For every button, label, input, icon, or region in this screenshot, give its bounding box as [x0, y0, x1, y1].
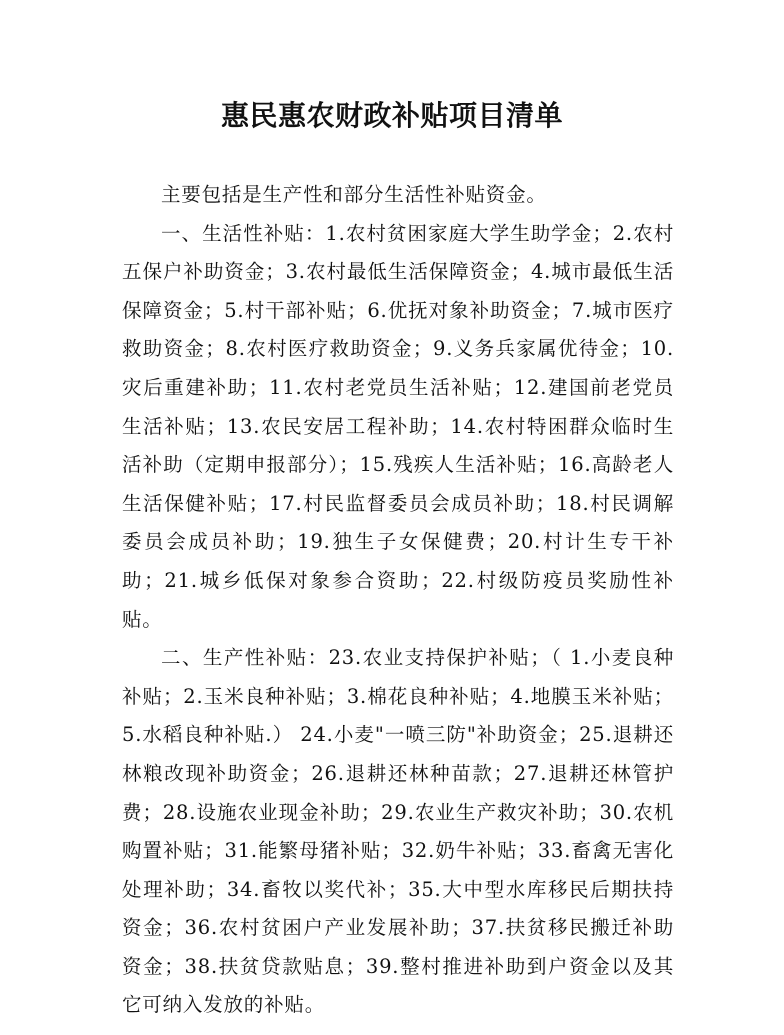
production-subsidy-paragraph: 二、生产性补贴：23.农业支持保护补贴；（ 1.小麦良种补贴；2.玉米良种补贴；3.棉花良种补贴；4.地膜玉米补贴；5.水稻良种补贴.） 24.小麦"一喷三防"补助资金；25.退耕还林粮改现补助资金；26.退耕还林种苗款；27.退耕还林管护费；28.设施农业现金补助；29.农业生产救灾补助；30.农机购置补贴；31.能繁母猪补贴；32.奶牛补贴；33.畜禽无害化处理补助；34.畜牧以奖代补；35.大中型水库移民后期扶持资金；36.农村贫困户产业发展补助；37.扶贫移民搬迁补助资金；38.扶贫贷款贴息；39.整村推进补助到户资金以及其它可纳入发放的补贴。 — [122, 646, 674, 1017]
living-subsidy-paragraph: 一、生活性补贴：1.农村贫困家庭大学生助学金；2.农村五保户补助资金；3.农村最低生活保障资金；4.城市最低生活保障资金；5.村干部补贴；6.优抚对象补助资金；7.城市医疗救助资金；8.农村医疗救助资金；9.义务兵家属优待金；10.灾后重建补助；11.农村老党员生活补贴；12.建国前老党员生活补贴；13.农民安居工程补助；14.农村特困群众临时生活补助（定期申报部分）；15.残疾人生活补贴；16.高龄老人生活保健补贴；17.村民监督委员会成员补助；18.村民调解委员会成员补助；19.独生子女保健费；20.村计生专干补助；21.城乡低保对象参合资助；22.村级防疫员奖励性补贴。 — [122, 221, 674, 631]
intro-paragraph: 主要包括是生产性和部分生活性补贴资金。 — [161, 183, 547, 206]
document-body — [122, 176, 674, 1025]
document-title: 惠民惠农财政补贴项目清单 — [220, 99, 563, 132]
